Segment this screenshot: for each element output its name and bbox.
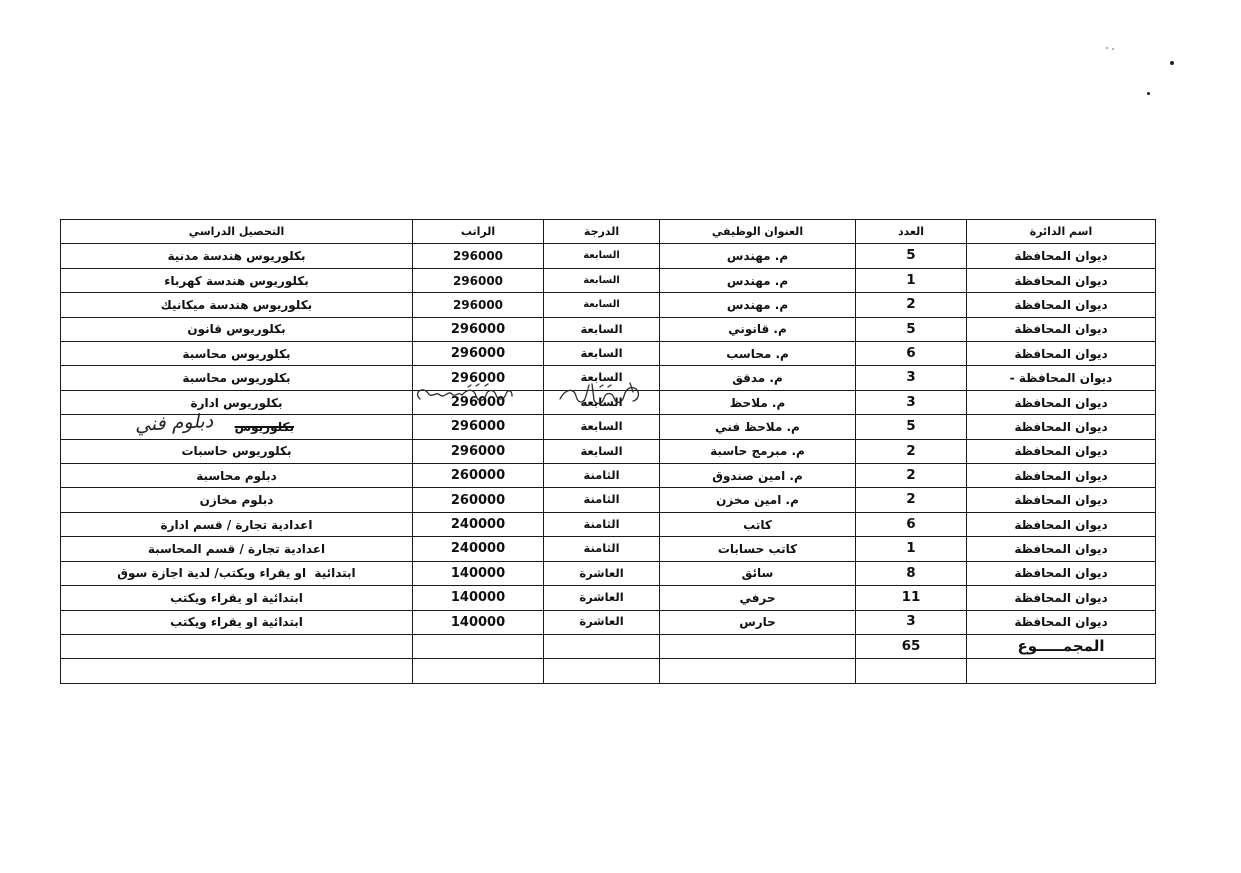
cell-salary: 260000 — [413, 464, 544, 488]
scan-speck — [1106, 47, 1108, 49]
cell-salary: 296000 — [413, 244, 544, 268]
table-header-row — [61, 220, 1156, 244]
cell-grade: الثامنة — [544, 488, 660, 512]
cell-education: دبلوم محاسبة — [61, 464, 413, 488]
cell-grade: السابعة — [544, 415, 660, 439]
empty-row — [61, 659, 1156, 683]
empty-cell — [544, 634, 660, 658]
handwritten-note: دبلوم فني — [134, 409, 214, 437]
cell-job-title: سائق — [660, 561, 856, 585]
scan-speck — [1170, 61, 1174, 65]
cell-grade: العاشرة — [544, 610, 660, 634]
cell-education: ابتدائية او يقراء ويكتب — [61, 610, 413, 634]
table-row — [61, 488, 1156, 512]
cell-department: ديوان المحافظة — [967, 390, 1156, 414]
cell-education: بكلوريوس حاسبات — [61, 439, 413, 463]
cell-department: ديوان المحافظة — [967, 244, 1156, 268]
cell-salary: 240000 — [413, 537, 544, 561]
header-education: التحصيل الدراسي — [61, 220, 413, 244]
cell-count: 3 — [856, 610, 967, 634]
cell-job-title: م. مهندس — [660, 293, 856, 317]
staff-table — [60, 219, 1156, 684]
cell-department: ديوان المحافظة — [967, 610, 1156, 634]
cell-salary: 296000 — [413, 293, 544, 317]
total-label: المجمـــــوع — [967, 634, 1156, 658]
cell-grade: السابعة — [544, 317, 660, 341]
cell-count: 2 — [856, 439, 967, 463]
table-row — [61, 244, 1156, 268]
cell-salary: 296000 — [413, 342, 544, 366]
cell-job-title: م. مهندس — [660, 244, 856, 268]
cell-education: ابتدائية او يقراء ويكتب — [61, 586, 413, 610]
cell-department: ديوان المحافظة — [967, 464, 1156, 488]
scan-speck — [1112, 48, 1114, 50]
empty-cell — [413, 634, 544, 658]
cell-grade: السابعة — [544, 439, 660, 463]
table-row — [61, 610, 1156, 634]
cell-grade: الثامنة — [544, 537, 660, 561]
cell-count: 5 — [856, 244, 967, 268]
header-salary: الراتب — [413, 220, 544, 244]
empty-cell — [61, 634, 413, 658]
cell-department: ديوان المحافظة — [967, 293, 1156, 317]
empty-cell — [856, 659, 967, 683]
cell-count: 5 — [856, 317, 967, 341]
cell-grade: السابعة — [544, 390, 660, 414]
scan-speck — [1147, 92, 1150, 95]
cell-count: 1 — [856, 268, 967, 292]
cell-grade: السابعة — [544, 293, 660, 317]
cell-department: ديوان المحافظة — [967, 268, 1156, 292]
cell-education: بكلوريوس هندسة كهرباء — [61, 268, 413, 292]
cell-count: 5 — [856, 415, 967, 439]
cell-count: 2 — [856, 464, 967, 488]
cell-education: بكلوريوس ادارة — [61, 390, 413, 414]
cell-salary: 296000 — [413, 317, 544, 341]
header-department: اسم الدائرة — [967, 220, 1156, 244]
table-row — [61, 512, 1156, 536]
cell-education: اعدادية تجارة / قسم ادارة — [61, 512, 413, 536]
table-row — [61, 366, 1156, 390]
cell-salary: 296000 — [413, 439, 544, 463]
cell-count: 3 — [856, 390, 967, 414]
empty-cell — [660, 634, 856, 658]
cell-salary: 296000 — [413, 366, 544, 390]
cell-department: ديوان المحافظة — [967, 317, 1156, 341]
cell-count: 1 — [856, 537, 967, 561]
cell-job-title: م. امين صندوق — [660, 464, 856, 488]
cell-department: ديوان المحافظة — [967, 537, 1156, 561]
cell-salary: 296000 — [413, 390, 544, 414]
cell-job-title: حرفي — [660, 586, 856, 610]
cell-grade: السابعة — [544, 244, 660, 268]
cell-department: ديوان المحافظة — [967, 586, 1156, 610]
cell-salary: 296000 — [413, 415, 544, 439]
cell-count: 3 — [856, 366, 967, 390]
cell-job-title: م. ملاحظ فني — [660, 415, 856, 439]
cell-education: بكلوريوس محاسبة — [61, 366, 413, 390]
cell-department: ديوان المحافظة — [967, 439, 1156, 463]
cell-department: ديوان المحافظة — [967, 415, 1156, 439]
cell-salary: 140000 — [413, 610, 544, 634]
cell-job-title: م. مهندس — [660, 268, 856, 292]
table-row — [61, 586, 1156, 610]
cell-education: بكلوريوس محاسبة — [61, 342, 413, 366]
table-row — [61, 561, 1156, 585]
cell-grade: الثامنة — [544, 464, 660, 488]
cell-department: ديوان المحافظة - — [967, 366, 1156, 390]
cell-job-title: م. قانوني — [660, 317, 856, 341]
cell-education: بكلوريوس هندسة ميكانيك — [61, 293, 413, 317]
cell-job-title: م. مدقق — [660, 366, 856, 390]
cell-department: ديوان المحافظة — [967, 488, 1156, 512]
cell-department: ديوان المحافظة — [967, 561, 1156, 585]
header-grade: الدرجة — [544, 220, 660, 244]
cell-count: 6 — [856, 342, 967, 366]
table-row — [61, 537, 1156, 561]
cell-department: ديوان المحافظة — [967, 512, 1156, 536]
cell-salary: 140000 — [413, 586, 544, 610]
cell-salary: 240000 — [413, 512, 544, 536]
cell-job-title: م. ملاحظ — [660, 390, 856, 414]
cell-salary: 260000 — [413, 488, 544, 512]
empty-cell — [413, 659, 544, 683]
cell-count: 2 — [856, 293, 967, 317]
cell-grade: الثامنة — [544, 512, 660, 536]
cell-job-title: كاتب حسابات — [660, 537, 856, 561]
cell-job-title: م. مبرمج حاسبة — [660, 439, 856, 463]
cell-grade: العاشرة — [544, 561, 660, 585]
cell-education: ابتدائية او يقراء ويكتب/ لدية اجازة سوق — [61, 561, 413, 585]
total-count: 65 — [856, 634, 967, 658]
header-count: العدد — [856, 220, 967, 244]
empty-cell — [61, 659, 413, 683]
cell-education: اعدادية تجارة / قسم المحاسبة — [61, 537, 413, 561]
empty-cell — [544, 659, 660, 683]
cell-education: دبلوم مخازن — [61, 488, 413, 512]
table-row — [61, 268, 1156, 292]
cell-count: 2 — [856, 488, 967, 512]
total-row — [61, 634, 1156, 658]
cell-job-title: م. امين مخزن — [660, 488, 856, 512]
cell-salary: 140000 — [413, 561, 544, 585]
cell-department: ديوان المحافظة — [967, 342, 1156, 366]
table-row — [61, 293, 1156, 317]
cell-count: 11 — [856, 586, 967, 610]
cell-education: بكلوريوس هندسة مدنية — [61, 244, 413, 268]
table-row — [61, 439, 1156, 463]
header-job-title: العنوان الوظيفي — [660, 220, 856, 244]
cell-count: 6 — [856, 512, 967, 536]
cell-salary: 296000 — [413, 268, 544, 292]
cell-grade: السابعة — [544, 268, 660, 292]
cell-job-title: كاتب — [660, 512, 856, 536]
cell-job-title: حارس — [660, 610, 856, 634]
table-row — [61, 342, 1156, 366]
table-row — [61, 317, 1156, 341]
cell-education: بكلوريوس قانون — [61, 317, 413, 341]
empty-cell — [660, 659, 856, 683]
cell-job-title: م. محاسب — [660, 342, 856, 366]
cell-grade: السابعة — [544, 366, 660, 390]
struck-text: بكلوريوس — [234, 419, 294, 434]
empty-cell — [967, 659, 1156, 683]
cell-count: 8 — [856, 561, 967, 585]
cell-grade: العاشرة — [544, 586, 660, 610]
table-row — [61, 464, 1156, 488]
cell-grade: السابعة — [544, 342, 660, 366]
